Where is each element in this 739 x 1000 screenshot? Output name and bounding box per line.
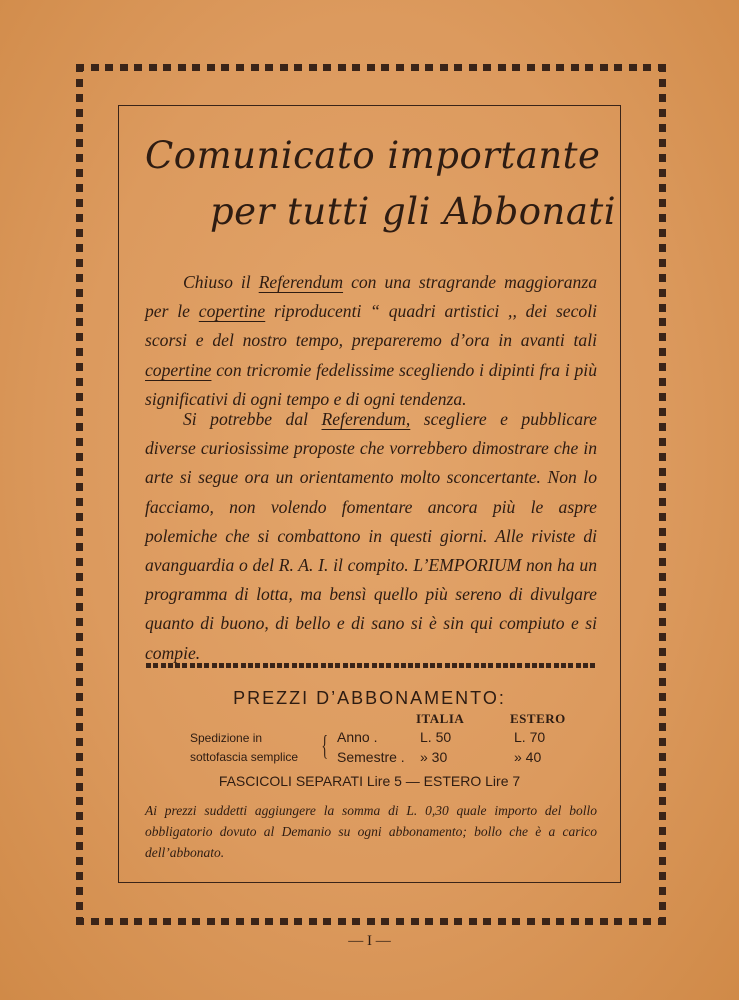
border-dot <box>178 918 186 925</box>
border-dot <box>76 423 83 431</box>
underlined-referendum: Referendum <box>258 272 344 292</box>
border-dot <box>643 64 651 71</box>
border-dot <box>659 723 666 731</box>
border-dot <box>76 333 83 341</box>
border-dot <box>659 199 666 207</box>
border-dot <box>659 513 666 521</box>
prices-heading: PREZZI D’ABBONAMENTO: <box>233 688 506 708</box>
shipping-note-line-1: Spedizione in <box>190 731 263 745</box>
border-dot <box>134 918 142 925</box>
border-dot <box>659 318 666 326</box>
border-dot <box>76 64 83 72</box>
border-dot <box>204 663 209 668</box>
price-row-label: Anno . <box>337 729 378 745</box>
border-dot <box>76 857 83 865</box>
border-dot <box>659 289 666 297</box>
border-dot <box>76 408 83 416</box>
border-dot <box>659 453 666 461</box>
border-dot <box>76 753 83 761</box>
border-dot <box>163 64 171 71</box>
border-dot <box>76 738 83 746</box>
border-dot <box>182 663 187 668</box>
border-dot <box>498 918 506 925</box>
border-dot <box>659 184 666 192</box>
border-dot <box>527 64 535 71</box>
border-dot <box>294 64 302 71</box>
border-dot <box>294 918 302 925</box>
border-dot <box>659 139 666 147</box>
border-dot <box>512 64 520 71</box>
border-dot <box>411 64 419 71</box>
border-dot <box>459 663 464 668</box>
underlined-copertine: copertine <box>198 301 266 322</box>
border-dot <box>437 663 442 668</box>
border-dot <box>265 918 273 925</box>
border-dot <box>76 872 83 880</box>
border-dot <box>659 812 666 820</box>
border-dot <box>590 663 595 668</box>
border-dot <box>659 543 666 551</box>
border-dot <box>430 663 435 668</box>
border-dot <box>76 438 83 446</box>
border-dot <box>76 154 83 162</box>
text-span: riproducenti “ quadri artistici ,, dei secoli scorsi e del nostro tempo, prepareremo d’ora in avanti tali <box>145 301 597 351</box>
border-dot <box>527 918 535 925</box>
border-dot <box>659 618 666 626</box>
border-dot <box>659 648 666 656</box>
border-dot <box>411 918 419 925</box>
border-dot <box>76 528 83 536</box>
border-dot <box>280 918 288 925</box>
border-dot <box>425 64 433 71</box>
border-dot <box>219 663 224 668</box>
border-dot <box>659 169 666 177</box>
border-dot <box>659 393 666 401</box>
title-line-2: per tutti gli Abbonati <box>210 190 617 233</box>
border-dot <box>105 918 113 925</box>
border-dot <box>120 64 128 71</box>
border-dot <box>425 918 433 925</box>
text-span: con una stragrande maggioranza per le <box>145 272 598 322</box>
price-estero: L. 70 <box>514 729 546 745</box>
border-dot <box>659 468 666 476</box>
border-dot <box>542 918 550 925</box>
border-dot <box>659 633 666 641</box>
border-dot <box>91 64 99 71</box>
brace-symbol: { <box>321 731 329 762</box>
border-dot <box>466 663 471 668</box>
border-dot <box>76 618 83 626</box>
border-dot <box>190 663 195 668</box>
border-dot <box>423 663 428 668</box>
border-dot <box>379 663 384 668</box>
border-dot <box>328 663 333 668</box>
border-dot <box>120 918 128 925</box>
border-dot <box>561 663 566 668</box>
border-dot <box>91 918 99 925</box>
border-dot <box>76 79 83 87</box>
border-dot <box>659 558 666 566</box>
border-dot <box>571 918 579 925</box>
border-dot <box>76 274 83 282</box>
border-dot <box>372 663 377 668</box>
border-dot <box>76 558 83 566</box>
border-dot <box>168 663 173 668</box>
border-dot <box>76 184 83 192</box>
border-dot <box>659 498 666 506</box>
border-dot <box>178 64 186 71</box>
border-dot <box>76 633 83 641</box>
border-dot <box>659 229 666 237</box>
border-dot <box>192 918 200 925</box>
border-dot <box>381 64 389 71</box>
border-dot <box>517 663 522 668</box>
dotted-divider <box>146 663 596 668</box>
border-dot <box>512 918 520 925</box>
single-issue-prices: FASCICOLI SEPARATI Lire 5 — ESTERO Lire 7 <box>218 773 521 789</box>
border-dot <box>659 378 666 386</box>
border-dot <box>659 304 666 312</box>
border-dot <box>76 917 83 925</box>
border-dot <box>251 64 259 71</box>
border-dot <box>335 663 340 668</box>
border-dot <box>76 124 83 132</box>
border-dot <box>659 842 666 850</box>
border-dot <box>483 64 491 71</box>
border-dot <box>352 918 360 925</box>
border-dot <box>192 64 200 71</box>
border-dot <box>408 663 413 668</box>
border-dot <box>76 199 83 207</box>
border-dot <box>585 64 593 71</box>
border-dot <box>76 214 83 222</box>
border-dot <box>539 663 544 668</box>
border-dot <box>76 378 83 386</box>
border-dot <box>76 812 83 820</box>
border-dot <box>394 663 399 668</box>
border-dot <box>323 64 331 71</box>
border-dot <box>659 827 666 835</box>
border-dot <box>576 663 581 668</box>
border-dot <box>401 663 406 668</box>
border-dot <box>248 663 253 668</box>
border-dot <box>76 498 83 506</box>
border-dot <box>251 918 259 925</box>
border-dot <box>76 229 83 237</box>
left-dotted-border <box>76 64 83 926</box>
border-dot <box>454 64 462 71</box>
price-estero: » 40 <box>514 749 542 765</box>
border-dot <box>525 663 530 668</box>
title-line-1: Comunicato importante <box>145 134 601 177</box>
border-dot <box>571 64 579 71</box>
border-dot <box>659 438 666 446</box>
border-dot <box>338 64 346 71</box>
border-dot <box>367 64 375 71</box>
border-dot <box>364 663 369 668</box>
border-dot <box>659 154 666 162</box>
border-dot <box>483 918 491 925</box>
border-dot <box>309 64 317 71</box>
border-dot <box>469 918 477 925</box>
border-dot <box>76 363 83 371</box>
border-dot <box>76 678 83 686</box>
border-dot <box>659 738 666 746</box>
border-dot <box>659 363 666 371</box>
border-dot <box>149 918 157 925</box>
border-dot <box>352 64 360 71</box>
border-dot <box>321 663 326 668</box>
border-dot <box>76 588 83 596</box>
border-dot <box>76 453 83 461</box>
border-dot <box>306 663 311 668</box>
border-dot <box>659 753 666 761</box>
border-dot <box>76 543 83 551</box>
border-dot <box>659 528 666 536</box>
border-dot <box>207 64 215 71</box>
border-dot <box>226 663 231 668</box>
border-dot <box>263 663 268 668</box>
border-dot <box>76 244 83 252</box>
border-dot <box>280 64 288 71</box>
border-dot <box>659 872 666 880</box>
border-dot <box>76 663 83 671</box>
border-dot <box>556 918 564 925</box>
border-dot <box>440 918 448 925</box>
border-dot <box>614 64 622 71</box>
border-dot <box>221 918 229 925</box>
border-dot <box>76 139 83 147</box>
border-dot <box>600 918 608 925</box>
border-dot <box>554 663 559 668</box>
border-dot <box>207 918 215 925</box>
border-dot <box>386 663 391 668</box>
border-dot <box>659 663 666 671</box>
border-dot <box>542 64 550 71</box>
border-dot <box>659 94 666 102</box>
border-dot <box>659 408 666 416</box>
border-dot <box>600 64 608 71</box>
border-dot <box>270 663 275 668</box>
border-dot <box>255 663 260 668</box>
border-dot <box>265 64 273 71</box>
border-dot <box>76 648 83 656</box>
border-dot <box>568 663 573 668</box>
border-dot <box>284 663 289 668</box>
text-span: Si potrebbe dal <box>183 409 322 429</box>
border-dot <box>76 483 83 491</box>
border-dot <box>197 663 202 668</box>
border-dot <box>629 918 637 925</box>
border-dot <box>614 918 622 925</box>
border-dot <box>76 797 83 805</box>
border-dot <box>659 887 666 895</box>
border-dot <box>236 918 244 925</box>
border-dot <box>659 109 666 117</box>
border-dot <box>343 663 348 668</box>
text-span: scegliere e pubblicare diverse curiosissime proposte che vorrebbero dimostrare che in arte si segue ora un orientamento molto sconcertante. Non lo facciamo, non volendo fomentare ancora più le aspre polemiche che si combattono in questi giorni. Alle riviste di avanguardia o del R. A. I. il compito. L’EMPORIUM non ha un programma di lotta, ma bensì quello più sereno di divulgare quanto di buono, di bello e di sano si è sin qui compiuto e si compie. <box>145 409 597 663</box>
border-dot <box>277 663 282 668</box>
border-dot <box>350 663 355 668</box>
border-dot <box>76 348 83 356</box>
border-dot <box>76 573 83 581</box>
border-dot <box>134 64 142 71</box>
page-number: — I — <box>348 933 391 949</box>
border-dot <box>221 64 229 71</box>
border-dot <box>367 918 375 925</box>
top-dotted-border <box>76 64 666 71</box>
border-dot <box>659 348 666 356</box>
border-dot <box>659 483 666 491</box>
border-dot <box>659 259 666 267</box>
border-dot <box>498 64 506 71</box>
border-dot <box>659 124 666 132</box>
border-dot <box>76 109 83 117</box>
border-dot <box>357 663 362 668</box>
border-dot <box>659 603 666 611</box>
border-dot <box>146 663 151 668</box>
border-dot <box>163 918 171 925</box>
border-dot <box>585 918 593 925</box>
border-dot <box>452 663 457 668</box>
border-dot <box>76 902 83 910</box>
border-dot <box>76 393 83 401</box>
border-dot <box>659 797 666 805</box>
border-dot <box>659 917 666 925</box>
text-span: con tricromie fedelissime scegliendo i dipinti fra i più significativi di ogni tempo e di ogni tendenza. <box>145 359 597 409</box>
border-dot <box>76 318 83 326</box>
border-dot <box>76 887 83 895</box>
border-dot <box>241 663 246 668</box>
border-dot <box>496 663 501 668</box>
border-dot <box>659 902 666 910</box>
border-dot <box>153 663 158 668</box>
border-dot <box>415 663 420 668</box>
border-dot <box>659 588 666 596</box>
border-dot <box>556 64 564 71</box>
column-header-estero: ESTERO <box>510 711 566 726</box>
border-dot <box>546 663 551 668</box>
border-dot <box>659 678 666 686</box>
column-header-italia: ITALIA <box>416 711 465 726</box>
border-dot <box>396 918 404 925</box>
border-dot <box>659 857 666 865</box>
border-dot <box>149 64 157 71</box>
border-dot <box>481 663 486 668</box>
paragraph-editorial-stance <box>145 405 597 668</box>
border-dot <box>76 603 83 611</box>
border-dot <box>299 663 304 668</box>
border-dot <box>76 468 83 476</box>
border-dot <box>510 663 515 668</box>
price-italia: » 30 <box>420 749 448 765</box>
border-dot <box>292 663 297 668</box>
border-dot <box>454 918 462 925</box>
border-dot <box>76 827 83 835</box>
border-dot <box>309 918 317 925</box>
border-dot <box>175 663 180 668</box>
border-dot <box>629 64 637 71</box>
border-dot <box>105 64 113 71</box>
bottom-dotted-border <box>76 918 666 925</box>
right-dotted-border <box>659 64 666 926</box>
border-dot <box>76 94 83 102</box>
price-italia: L. 50 <box>420 729 452 745</box>
border-dot <box>76 723 83 731</box>
border-dot <box>643 918 651 925</box>
border-dot <box>659 79 666 87</box>
stamp-duty-note: Ai prezzi suddetti aggiungere la somma di L. 0,30 quale importo del bollo obbligatorio dovuto al Demanio su ogni abbonamento; bollo che è a carico dell’abbonato. <box>145 803 597 860</box>
border-dot <box>236 64 244 71</box>
border-dot <box>76 304 83 312</box>
price-row-label: Semestre . <box>337 749 405 765</box>
underlined-referendum: Referendum, <box>321 409 411 429</box>
border-dot <box>233 663 238 668</box>
border-dot <box>212 663 217 668</box>
border-dot <box>659 573 666 581</box>
border-dot <box>659 244 666 252</box>
border-dot <box>76 842 83 850</box>
shipping-note-line-2: sottofascia semplice <box>190 750 299 764</box>
border-dot <box>313 663 318 668</box>
border-dot <box>659 423 666 431</box>
border-dot <box>396 64 404 71</box>
text-span: Chiuso il <box>183 272 259 292</box>
border-dot <box>161 663 166 668</box>
border-dot <box>338 918 346 925</box>
paragraph-referendum-result <box>145 268 597 414</box>
border-dot <box>381 918 389 925</box>
border-dot <box>323 918 331 925</box>
border-dot <box>76 513 83 521</box>
border-dot <box>503 663 508 668</box>
border-dot <box>445 663 450 668</box>
border-dot <box>532 663 537 668</box>
border-dot <box>76 259 83 267</box>
border-dot <box>659 64 666 72</box>
underlined-copertine: copertine <box>145 359 212 380</box>
border-dot <box>488 663 493 668</box>
border-dot <box>474 663 479 668</box>
border-dot <box>659 274 666 282</box>
border-dot <box>469 64 477 71</box>
border-dot <box>659 333 666 341</box>
border-dot <box>76 169 83 177</box>
border-dot <box>76 289 83 297</box>
border-dot <box>583 663 588 668</box>
border-dot <box>659 214 666 222</box>
border-dot <box>440 64 448 71</box>
